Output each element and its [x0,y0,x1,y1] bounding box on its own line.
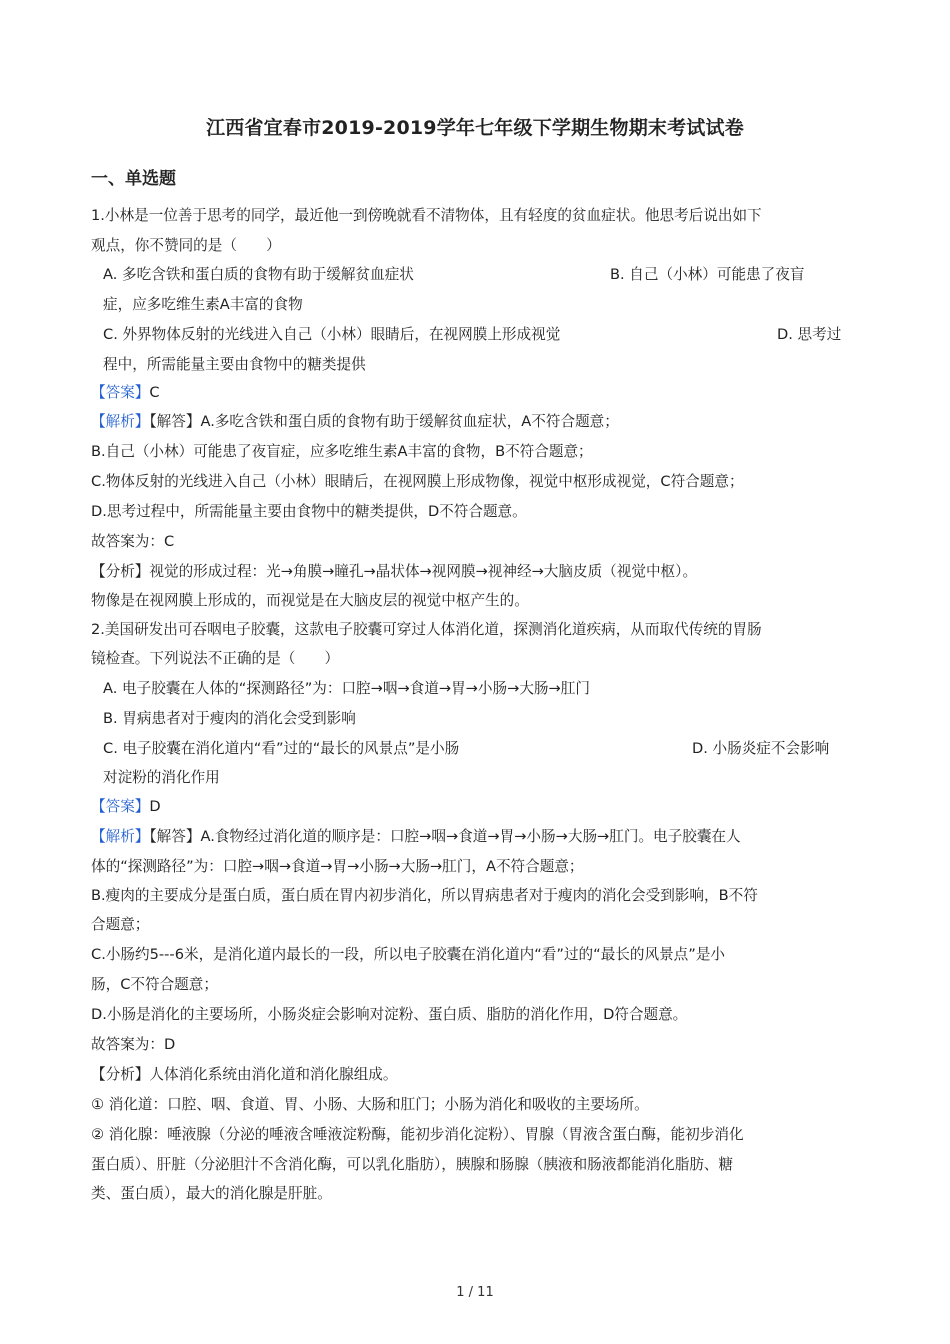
answer-value: D [149,798,161,815]
q2-stem-line2: 镜检查。下列说法不正确的是（ ） [91,650,340,667]
q1-stem-line2: 观点，你不赞同的是（ ） [91,237,281,254]
q2-explanation-line7: D.小肠是消化的主要场所，小肠炎症会影响对淀粉、蛋白质、脂肪的消化作用，D符合题意。 [91,1006,688,1023]
q2-explanation-line12: 蛋白质）、肝脏（分泌胆汁不含消化酶，可以乳化脂肪），胰腺和肠腺（胰液和肠液都能消化脂肪、糖 [91,1156,734,1173]
q2-explanation-line8: 故答案为：D [91,1036,176,1053]
answer-label: 【答案】 [91,798,150,815]
q2-explanation-line5: C.小肠约5---6米，是消化道内最长的一段，所以电子胶囊在消化道内“看”过的“最长的风景点”是小 [91,946,726,963]
q2-stem-line1: 2.美国研发出可吞咽电子胶囊，这款电子胶囊可穿过人体消化道，探测消化道疾病，从而取代传统的胃肠 [91,621,762,638]
q2-option-b: B. 胃病患者对于瘦肉的消化会受到影响 [103,710,356,727]
q1-option-d-cont: 程中，所需能量主要由食物中的糖类提供 [103,356,366,373]
q2-explanation-line11: ② 消化腺：唾液腺（分泌的唾液含唾液淀粉酶，能初步消化淀粉）、胃腺（胃液含蛋白酶，能初步消化 [91,1126,744,1143]
page-number: 1 / 11 [456,1285,494,1300]
q1-explanation-line6: 【分析】视觉的形成过程：光→角膜→瞳孔→晶状体→视网膜→视神经→大脑皮质（视觉中枢）。 [91,563,698,580]
q1-option-b-cont: 症，应多吃维生素A丰富的食物 [103,296,303,313]
q2-explanation-line10: ① 消化道：口腔、咽、食道、胃、小肠、大肠和肛门；小肠为消化和吸收的主要场所。 [91,1096,649,1113]
page-title: 江西省宜春市2019-2019学年七年级下学期生物期末考试试卷 [206,117,744,139]
q1-answer [91,382,861,404]
answer-value: C [149,384,160,401]
q1-explanation-line2: B.自己（小林）可能患了夜盲症，应多吃维生素A丰富的食物，B不符合题意； [91,443,593,460]
q2-explanation-line4: 合题意； [91,916,150,933]
q2-option-d-cont: 对淀粉的消化作用 [103,769,220,786]
q1-option-a: A. 多吃含铁和蛋白质的食物有助于缓解贫血症状 [103,266,414,283]
analysis-label: 【解析】 [91,828,150,845]
answer-label: 【答案】 [91,384,150,401]
section-heading: 一、单选题 [91,169,176,189]
q2-explanation-line6: 肠，C不符合题意； [91,976,218,993]
q2-explanation-line9: 【分析】人体消化系统由消化道和消化腺组成。 [91,1066,398,1083]
q2-option-d: D. 小肠炎症不会影响 [692,740,830,757]
q2-answer [91,796,861,818]
q1-option-c: C. 外界物体反射的光线进入自己（小林）眼睛后，在视网膜上形成视觉 [103,326,561,343]
q2-explanation-line2: 体的“探测路径”为：口腔→咽→食道→胃→小肠→大肠→肛门，A不符合题意； [91,858,584,875]
q1-stem-line1: 1.小林是一位善于思考的同学，最近他一到傍晚就看不清物体，且有轻度的贫血症状。他思考后说出如下 [91,207,762,224]
q2-option-a: A. 电子胶囊在人体的“探测路径”为：口腔→咽→食道→胃→小肠→大肠→肛门 [103,680,590,697]
q1-option-d: D. 思考过 [777,326,842,343]
q2-explanation-line13: 类、蛋白质），最大的消化腺是肝脏。 [91,1185,332,1202]
q1-explanation-line1: 【解析】【解答】A.多吃含铁和蛋白质的食物有助于缓解贫血症状，A不符合题意； [91,413,619,430]
analysis-label: 【解析】 [91,413,150,430]
q2-explanation-line1: 【解析】【解答】A.食物经过消化道的顺序是：口腔→咽→食道→胃→小肠→大肠→肛门。电子胶囊在人 [91,828,741,845]
q2-explanation-line3: B.瘦肉的主要成分是蛋白质，蛋白质在胃内初步消化，所以胃病患者对于瘦肉的消化会受到影响，B不符 [91,887,758,904]
q1-explanation-line3: C.物体反射的光线进入自己（小林）眼睛后，在视网膜上形成物像，视觉中枢形成视觉，C符合题意； [91,473,744,490]
q1-option-b: B. 自己（小林）可能患了夜盲 [610,266,805,283]
q2-option-c: C. 电子胶囊在消化道内“看”过的“最长的风景点”是小肠 [103,740,460,757]
q1-explanation-line5: 故答案为：C [91,533,175,550]
q1-explanation-line7: 物像是在视网膜上形成的，而视觉是在大脑皮层的视觉中枢产生的。 [91,592,529,609]
q1-explanation-line4: D.思考过程中，所需能量主要由食物中的糖类提供，D不符合题意。 [91,503,527,520]
